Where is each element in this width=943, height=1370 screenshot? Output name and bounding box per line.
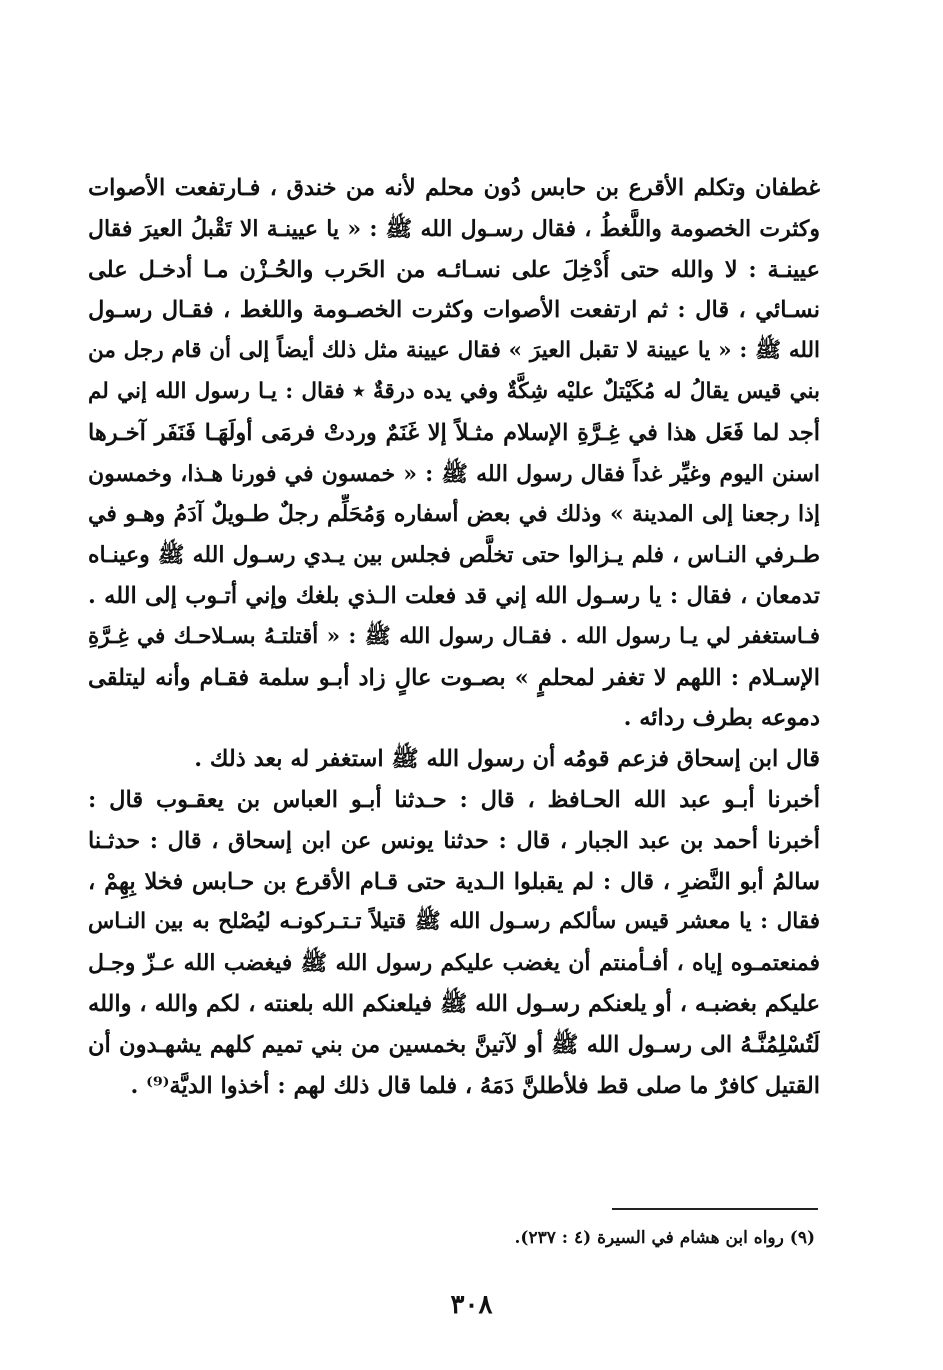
text-line: تدمعان ، فقال : يا رسـول الله إني قد فعلت الـذي بلغك وإني أتـوب إلى الله . — [88, 582, 820, 609]
text-line: بني قيس يقالُ له مُكَيْتلٌ عليْه شِكَّةٌ وفي يده درقةٌ ٭ فقال : يـا رسول الله إني لم — [88, 378, 820, 404]
text-line: سالمُ أبو النَّضرِ ، قال : لم يقبلوا الـدية حتى قـام الأقرع بن حـابس فخلا بِهِمْ ، — [88, 868, 820, 895]
text-line: أجد لما فَعَل هذا في غِـرَّةِ الإسلام مثـلاً إلا غَنَمٌ وردتْ فرمَى أولَهَـا فَنَفَر آخـرها — [88, 419, 820, 446]
text-line: فـاستغفر لي يـا رسول الله . فقـال رسول الله ﷺ : « أقتلتـهُ بسـلاحـك في غِـرَّةِ — [88, 623, 820, 649]
text-line: أخبرنا أحمد بن عبد الجبار ، قال : حدثنا يونس عن ابن إسحاق ، قال : حدثـنا — [88, 827, 820, 854]
footnote-divider — [612, 1208, 818, 1210]
text-line: أخبرنا أبـو عبد الله الحـافظ ، قال : حـدثنا أبـو العباس بن يعقـوب قال : — [88, 786, 820, 813]
text-line: لَتُسْلِمُنَّـهُ الى رسـول الله ﷺ أو لآتينَّ بخمسين من بني تميم كلهم يشهـدون أن — [88, 1031, 820, 1058]
text-line: اسنن اليوم وغيِّر غداً فقال رسول الله ﷺ : « خمسون في فورنا هـذا، وخمسون — [88, 460, 820, 487]
text-line: وكثرت الخصومة واللَّغطُ ، فقال رسـول الله ﷺ : « يا عيينـة الا تَقْبلُ العيرَ فقال — [88, 215, 820, 242]
footnote: (٩) رواه ابن هشام في السيرة (٤ : ٢٣٧). — [514, 1228, 815, 1248]
text-line: فمنعتمـوه إياه ، أفـأمنتم أن يغضب عليكم رسول الله ﷺ فيغضب الله عـزّ وجـل — [88, 950, 820, 977]
page-number: ٣٠٨ — [450, 1290, 493, 1320]
text-line: طـرفي النـاس ، فلم يـزالوا حتى تخلَّص فجلس بين يـدي رسـول الله ﷺ وعينـاه — [88, 542, 820, 569]
text-line: عيينـة : لا والله حتى أُدْخِلَ على نسـائـه من الحَرب والحُـزْن مـا أدخـل على — [88, 256, 820, 283]
text-line: عليكم بغضبـه ، أو يلعنكم رسـول الله ﷺ فيلعنكم الله بلعنته ، لكم والله ، والله — [88, 990, 820, 1017]
text-line: نسـائي ، قال : ثم ارتفعت الأصوات وكثرت الخصـومة واللغط ، فقـال رسـول — [88, 297, 820, 324]
main-text — [88, 168, 820, 1106]
text-line: الله ﷺ : « يا عيينة لا تقبل العيرَ » فقال عيينة مثل ذلك أيضاً إلى أن قام رجل من — [88, 338, 820, 364]
text-line: فقال : يا معشر قيس سألكم رسـول الله ﷺ قتيلاً تـتـركونـه ليُصْلح به بين النـاس — [88, 909, 820, 935]
text-line: دموعه بطرف ردائه . — [623, 705, 820, 732]
text-line: إذا رجعنا إلى المدينة » وذلك في بعض أسفاره وَمُحَلِّم رجلٌ طـويلٌ آدَمُ وهـو في — [88, 501, 820, 528]
text-line: غطفان وتكلم الأقرع بن حابس دُون محلم لأنه من خندق ، فـارتفعت الأصوات — [88, 175, 820, 201]
text-line: الإسـلام : اللهم لا تغفر لمحلمٍ » بصـوت عالٍ زاد أبـو سلمة فقـام وأنه ليتلقى — [88, 664, 820, 691]
text-line: القتيل كافرٌ ما صلى قط فلأطلنَّ دَمَهُ ، فلما قال ذلك لهم : أخذوا الديَّة⁽⁹⁾ . — [130, 1072, 820, 1099]
text-line: قال ابن إسحاق فزعم قومُه أن رسول الله ﷺ استغفر له بعد ذلك . — [194, 746, 820, 773]
